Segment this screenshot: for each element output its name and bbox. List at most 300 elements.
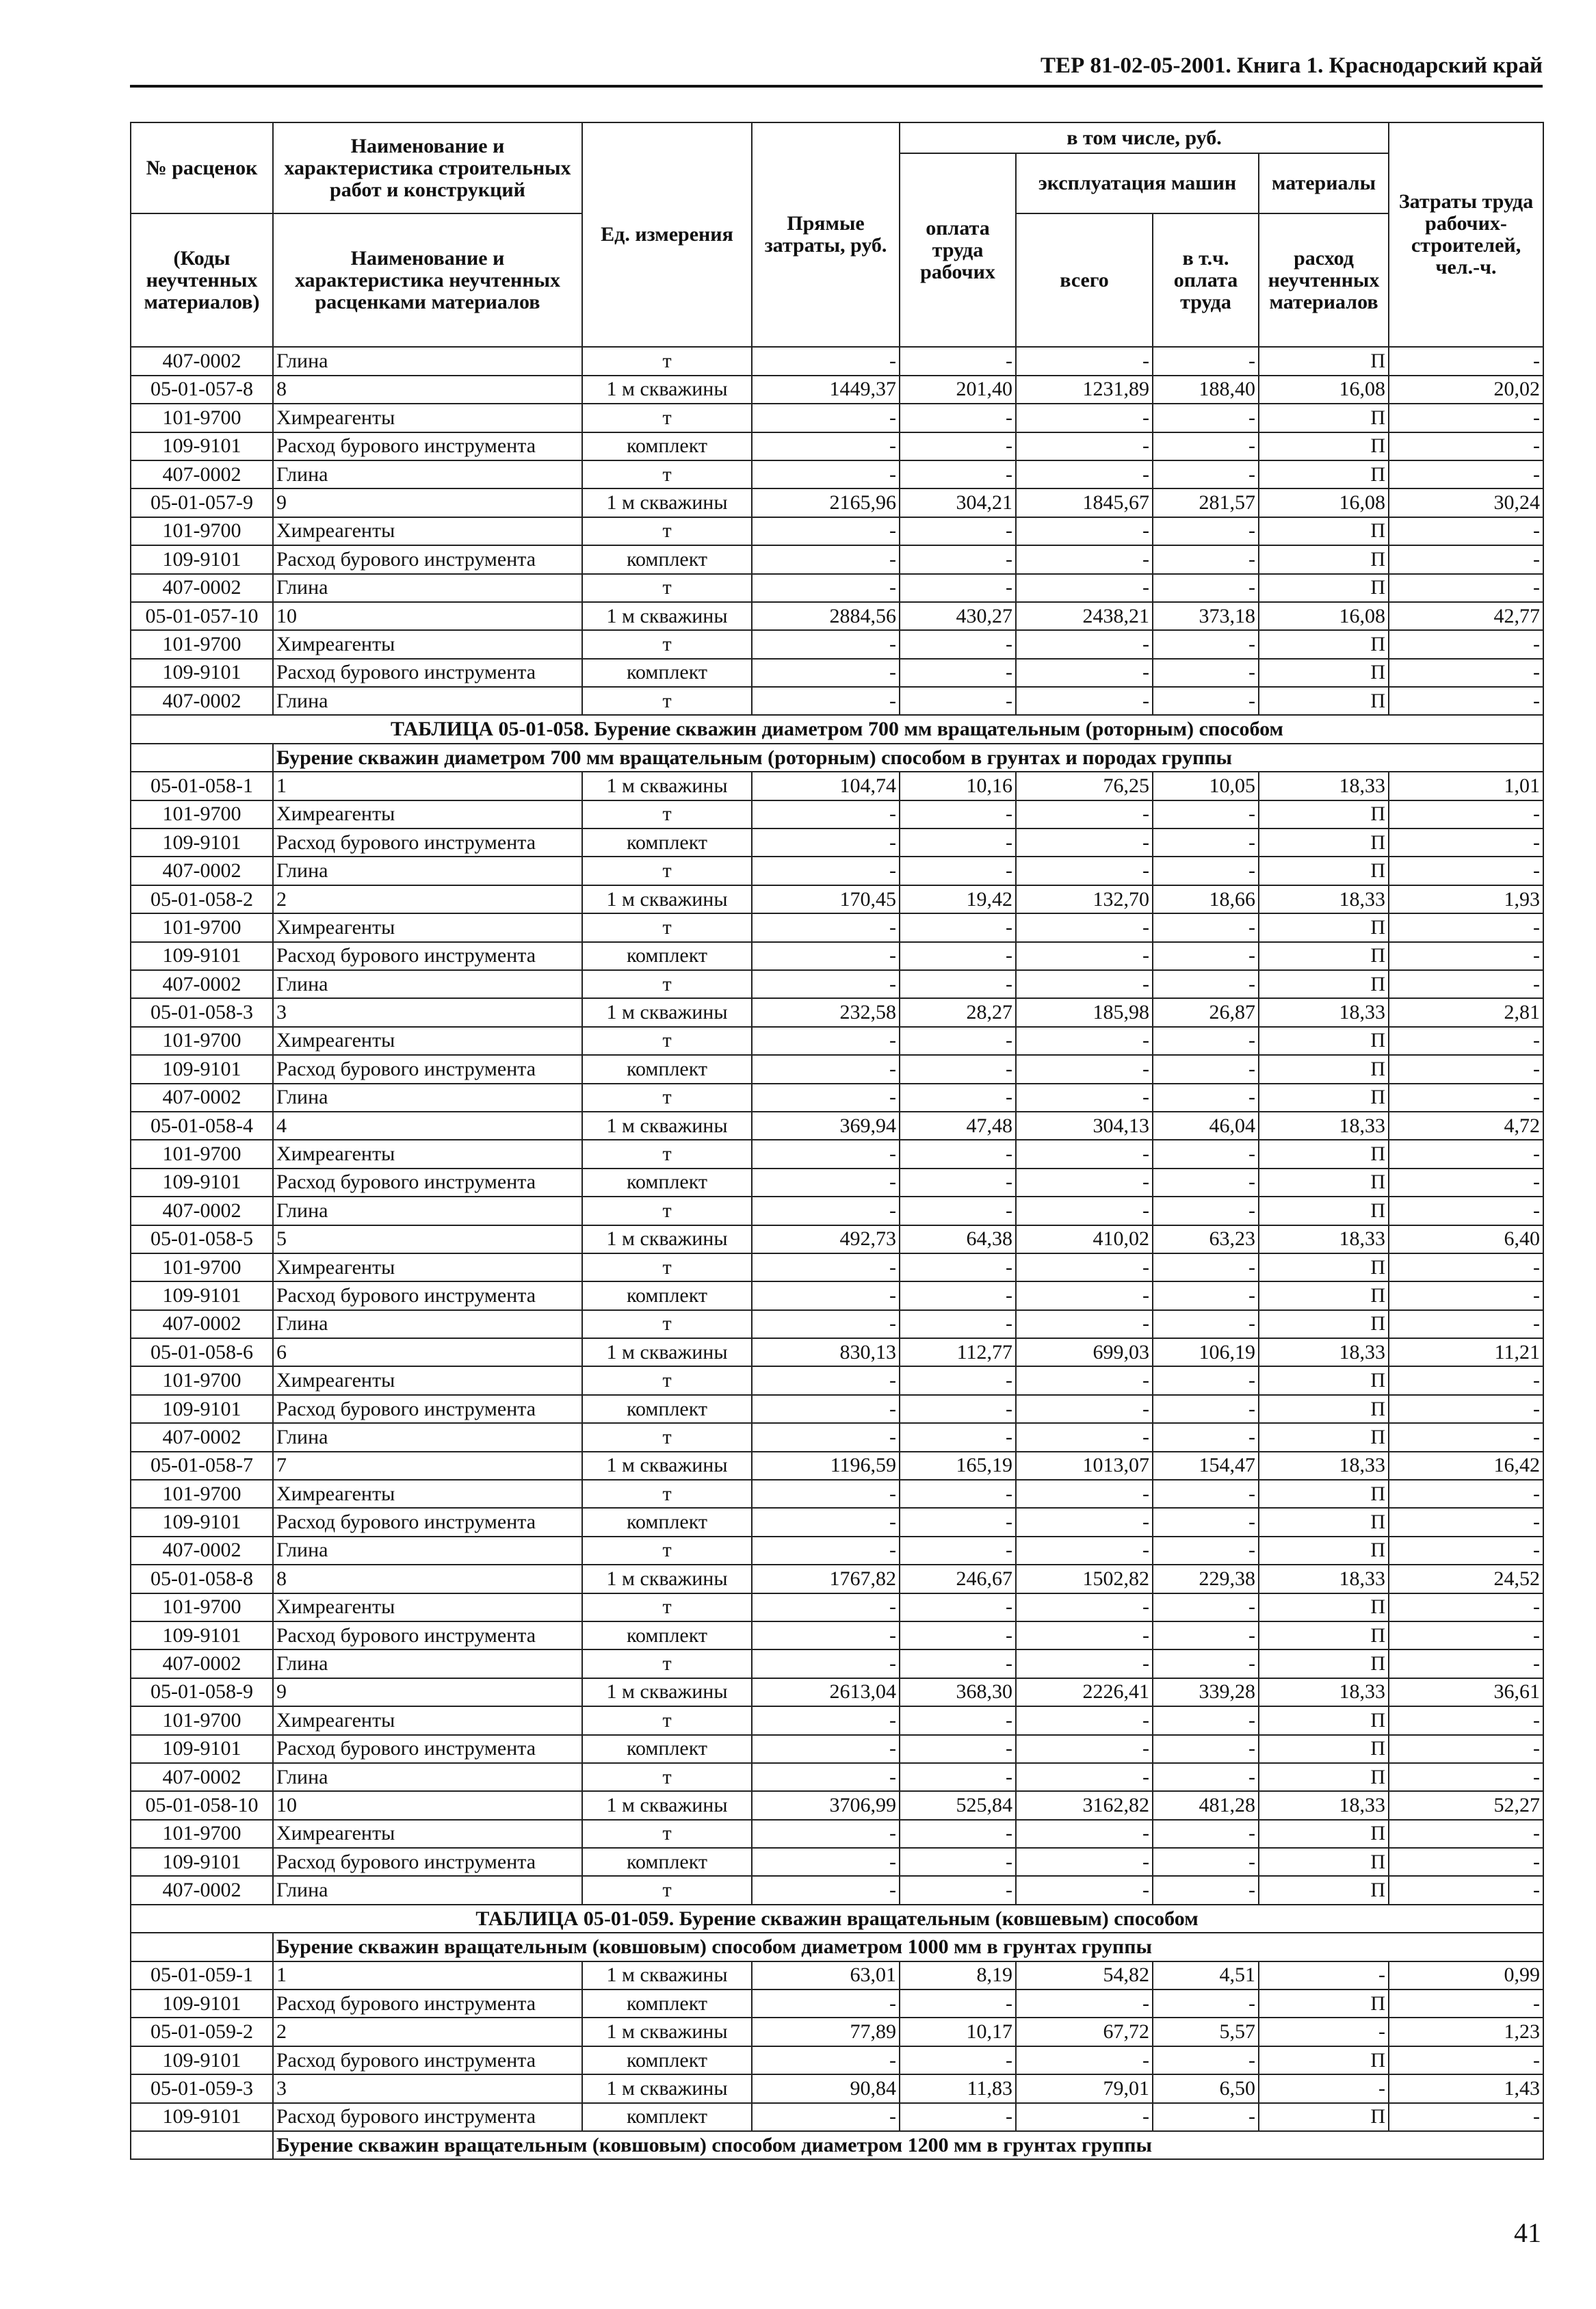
table-subtitle: Бурение скважин вращательным (ковшовым) способом диаметром 1200 мм в грунтах группы xyxy=(273,2131,1543,2159)
cell-code: 101-9700 xyxy=(131,404,273,432)
cell-name: 8 xyxy=(273,376,582,404)
cell-unit: 1 м скважины xyxy=(582,998,752,1026)
table-row xyxy=(131,1027,1543,1055)
cell-unit: т xyxy=(582,913,752,941)
cell-materials: 16,08 xyxy=(1259,376,1389,404)
table-row xyxy=(131,687,1543,715)
cell-name: Химреагенты xyxy=(273,1253,582,1281)
cell-code: 05-01-059-3 xyxy=(131,2074,273,2102)
table-subtitle-row xyxy=(131,1933,1543,1961)
cell-machines-total: 2226,41 xyxy=(1016,1678,1153,1706)
cell-machines-total: 1845,67 xyxy=(1016,488,1153,517)
cell-direct-cost: - xyxy=(752,1084,900,1112)
cell-unit: комплект xyxy=(582,1169,752,1197)
cell-name: Расход бурового инструмента xyxy=(273,829,582,857)
cell-labor-pay: - xyxy=(900,1027,1016,1055)
cell-labor-pay: 8,19 xyxy=(900,1961,1016,1990)
table-row xyxy=(131,1112,1543,1140)
cell-direct-cost: - xyxy=(752,800,900,829)
table-subtitle-blank xyxy=(131,744,273,772)
cell-unit: т xyxy=(582,517,752,545)
cell-direct-cost: - xyxy=(752,2103,900,2131)
cell-code: 109-9101 xyxy=(131,829,273,857)
cell-code: 05-01-059-1 xyxy=(131,1961,273,1990)
cell-machines-labor: - xyxy=(1153,1876,1259,1904)
cell-name: Расход бурового инструмента xyxy=(273,1281,582,1309)
cell-materials: 16,08 xyxy=(1259,488,1389,517)
cell-materials: П xyxy=(1259,1876,1389,1904)
cell-name: Глина xyxy=(273,460,582,488)
col-code-top: № расценок xyxy=(131,122,273,213)
cell-labor-hours: - xyxy=(1389,1763,1543,1791)
cell-unit: т xyxy=(582,1140,752,1168)
cell-name: Глина xyxy=(273,1763,582,1791)
cell-labor-pay: - xyxy=(900,630,1016,658)
cell-name: Химреагенты xyxy=(273,404,582,432)
cell-direct-cost: - xyxy=(752,1990,900,2018)
cell-labor-pay: - xyxy=(900,2046,1016,2074)
cell-labor-pay: - xyxy=(900,1735,1016,1763)
table-row xyxy=(131,1990,1543,2018)
cell-machines-labor: - xyxy=(1153,1310,1259,1338)
table-row xyxy=(131,488,1543,517)
cell-code: 05-01-058-8 xyxy=(131,1565,273,1593)
cell-unit: комплект xyxy=(582,1281,752,1309)
cell-name: 2 xyxy=(273,2018,582,2046)
cell-unit: 1 м скважины xyxy=(582,885,752,913)
table-row xyxy=(131,1480,1543,1508)
cell-name: Расход бурового инструмента xyxy=(273,1621,582,1649)
cell-materials: П xyxy=(1259,1253,1389,1281)
cell-name: Глина xyxy=(273,1197,582,1225)
cell-code: 101-9700 xyxy=(131,1480,273,1508)
cell-labor-hours: 36,61 xyxy=(1389,1678,1543,1706)
cell-labor-pay: - xyxy=(900,1876,1016,1904)
cell-labor-hours: - xyxy=(1389,630,1543,658)
cell-machines-labor: - xyxy=(1153,1508,1259,1536)
cell-labor-hours: - xyxy=(1389,942,1543,970)
cell-machines-total: - xyxy=(1016,574,1153,602)
cell-labor-hours: - xyxy=(1389,1848,1543,1876)
cell-materials: 18,33 xyxy=(1259,885,1389,913)
cell-machines-total: 410,02 xyxy=(1016,1225,1153,1253)
cell-unit: т xyxy=(582,1366,752,1394)
cell-machines-total: - xyxy=(1016,1055,1153,1083)
cell-name: Расход бурового инструмента xyxy=(273,2103,582,2131)
table-row xyxy=(131,1225,1543,1253)
cell-labor-hours: - xyxy=(1389,970,1543,998)
cell-unit: 1 м скважины xyxy=(582,2018,752,2046)
cell-machines-labor: - xyxy=(1153,1593,1259,1621)
cell-machines-total: - xyxy=(1016,1253,1153,1281)
cell-labor-pay: 10,17 xyxy=(900,2018,1016,2046)
cell-name: Расход бурового инструмента xyxy=(273,1848,582,1876)
cell-unit: 1 м скважины xyxy=(582,1452,752,1480)
cell-name: Глина xyxy=(273,1876,582,1904)
cell-labor-pay: - xyxy=(900,800,1016,829)
cell-unit: комплект xyxy=(582,1395,752,1423)
table-row xyxy=(131,1820,1543,1848)
cell-labor-pay: - xyxy=(900,1990,1016,2018)
table-row xyxy=(131,602,1543,630)
cell-unit: т xyxy=(582,1706,752,1734)
table-subtitle-row xyxy=(131,744,1543,772)
table-row xyxy=(131,1197,1543,1225)
cell-name: Расход бурового инструмента xyxy=(273,2046,582,2074)
cell-labor-pay: 165,19 xyxy=(900,1452,1016,1480)
cell-code: 407-0002 xyxy=(131,1876,273,1904)
cell-materials: П xyxy=(1259,1480,1389,1508)
cell-unit: т xyxy=(582,1310,752,1338)
cell-direct-cost: 232,58 xyxy=(752,998,900,1026)
cell-machines-labor: - xyxy=(1153,1281,1259,1309)
cell-labor-hours: - xyxy=(1389,1055,1543,1083)
cell-labor-hours: 52,27 xyxy=(1389,1791,1543,1819)
cell-machines-labor: - xyxy=(1153,687,1259,715)
cell-direct-cost: - xyxy=(752,1197,900,1225)
cell-labor-pay: - xyxy=(900,1537,1016,1565)
cell-code: 101-9700 xyxy=(131,1140,273,1168)
cell-name: Глина xyxy=(273,970,582,998)
cell-code: 05-01-058-3 xyxy=(131,998,273,1026)
cell-name: 1 xyxy=(273,772,582,800)
table-row xyxy=(131,2103,1543,2131)
cell-machines-total: - xyxy=(1016,1140,1153,1168)
cell-machines-total: - xyxy=(1016,1706,1153,1734)
cell-machines-total: 79,01 xyxy=(1016,2074,1153,2102)
cell-unit: 1 м скважины xyxy=(582,2074,752,2102)
table-row xyxy=(131,942,1543,970)
cell-labor-pay: 47,48 xyxy=(900,1112,1016,1140)
cell-unit: комплект xyxy=(582,1848,752,1876)
cell-labor-hours: 6,40 xyxy=(1389,1225,1543,1253)
cell-direct-cost: 63,01 xyxy=(752,1961,900,1990)
cell-labor-pay: - xyxy=(900,970,1016,998)
cell-labor-hours: - xyxy=(1389,800,1543,829)
cell-unit: т xyxy=(582,1253,752,1281)
table-row xyxy=(131,630,1543,658)
cell-machines-total: - xyxy=(1016,970,1153,998)
cell-labor-pay: 525,84 xyxy=(900,1791,1016,1819)
cell-unit: т xyxy=(582,404,752,432)
cell-machines-labor: 339,28 xyxy=(1153,1678,1259,1706)
cell-machines-total: - xyxy=(1016,1649,1153,1678)
cell-machines-labor: - xyxy=(1153,1735,1259,1763)
cell-labor-hours: - xyxy=(1389,574,1543,602)
table-row xyxy=(131,1140,1543,1168)
cell-labor-hours: - xyxy=(1389,1735,1543,1763)
cell-unit: т xyxy=(582,1649,752,1678)
cell-labor-hours: - xyxy=(1389,460,1543,488)
cell-direct-cost: - xyxy=(752,1055,900,1083)
cell-name: 7 xyxy=(273,1452,582,1480)
cell-labor-hours: 2,81 xyxy=(1389,998,1543,1026)
cell-name: Расход бурового инструмента xyxy=(273,659,582,687)
col-machines: эксплуатация машин xyxy=(1016,153,1259,213)
cell-labor-pay: - xyxy=(900,1366,1016,1394)
cell-direct-cost: 90,84 xyxy=(752,2074,900,2102)
cell-materials: П xyxy=(1259,1140,1389,1168)
cell-machines-labor: - xyxy=(1153,1169,1259,1197)
cell-materials: 18,33 xyxy=(1259,772,1389,800)
cell-code: 109-9101 xyxy=(131,1621,273,1649)
cell-direct-cost: - xyxy=(752,1253,900,1281)
cell-labor-hours: - xyxy=(1389,517,1543,545)
cell-labor-pay: - xyxy=(900,545,1016,573)
cell-labor-pay: - xyxy=(900,1140,1016,1168)
col-direct: Прямые затраты, руб. xyxy=(752,122,900,347)
cell-name: 10 xyxy=(273,1791,582,1819)
cell-code: 407-0002 xyxy=(131,1423,273,1451)
table-title: ТАБЛИЦА 05-01-059. Бурение скважин вращательным (ковшевым) способом xyxy=(131,1905,1543,1933)
cell-code: 05-01-058-9 xyxy=(131,1678,273,1706)
cell-code: 109-9101 xyxy=(131,545,273,573)
cell-code: 407-0002 xyxy=(131,460,273,488)
cell-labor-pay: - xyxy=(900,659,1016,687)
table-row xyxy=(131,1395,1543,1423)
cell-labor-hours: - xyxy=(1389,1876,1543,1904)
cell-labor-pay: 19,42 xyxy=(900,885,1016,913)
cell-materials: П xyxy=(1259,545,1389,573)
cell-materials: 18,33 xyxy=(1259,1565,1389,1593)
cell-machines-total: - xyxy=(1016,1876,1153,1904)
cell-labor-pay: 64,38 xyxy=(900,1225,1016,1253)
cell-code: 101-9700 xyxy=(131,630,273,658)
cell-direct-cost: - xyxy=(752,1848,900,1876)
cell-machines-labor: 106,19 xyxy=(1153,1338,1259,1366)
cell-name: Расход бурового инструмента xyxy=(273,1990,582,2018)
cell-code: 407-0002 xyxy=(131,1197,273,1225)
rates-table xyxy=(130,122,1544,2160)
cell-labor-hours: - xyxy=(1389,1084,1543,1112)
cell-machines-labor: - xyxy=(1153,913,1259,941)
cell-direct-cost: - xyxy=(752,857,900,885)
cell-labor-pay: - xyxy=(900,1508,1016,1536)
cell-code: 109-9101 xyxy=(131,1055,273,1083)
cell-materials: П xyxy=(1259,1055,1389,1083)
cell-labor-pay: - xyxy=(900,1197,1016,1225)
cell-machines-total: - xyxy=(1016,2046,1153,2074)
cell-unit: комплект xyxy=(582,1990,752,2018)
cell-machines-labor: - xyxy=(1153,800,1259,829)
cell-machines-labor: 154,47 xyxy=(1153,1452,1259,1480)
table-subtitle-blank xyxy=(131,2131,273,2159)
cell-materials: 18,33 xyxy=(1259,998,1389,1026)
cell-direct-cost: 2884,56 xyxy=(752,602,900,630)
cell-machines-total: 67,72 xyxy=(1016,2018,1153,2046)
cell-labor-hours: - xyxy=(1389,2046,1543,2074)
cell-name: 1 xyxy=(273,1961,582,1990)
cell-unit: комплект xyxy=(582,545,752,573)
cell-machines-total: - xyxy=(1016,1820,1153,1848)
cell-unit: комплект xyxy=(582,942,752,970)
cell-unit: т xyxy=(582,857,752,885)
cell-code: 05-01-059-2 xyxy=(131,2018,273,2046)
cell-machines-labor: - xyxy=(1153,1395,1259,1423)
cell-machines-total: - xyxy=(1016,1366,1153,1394)
cell-direct-cost: 2613,04 xyxy=(752,1678,900,1706)
table-row xyxy=(131,659,1543,687)
cell-machines-labor: - xyxy=(1153,1140,1259,1168)
col-incl: в том числе, руб. xyxy=(900,122,1389,153)
cell-code: 05-01-058-1 xyxy=(131,772,273,800)
cell-machines-total: 1231,89 xyxy=(1016,376,1153,404)
cell-materials: П xyxy=(1259,432,1389,460)
cell-labor-hours: - xyxy=(1389,1281,1543,1309)
cell-machines-total: - xyxy=(1016,913,1153,941)
cell-machines-total: - xyxy=(1016,1848,1153,1876)
cell-labor-hours: - xyxy=(1389,404,1543,432)
cell-direct-cost: 369,94 xyxy=(752,1112,900,1140)
cell-name: Химреагенты xyxy=(273,517,582,545)
cell-labor-pay: - xyxy=(900,574,1016,602)
cell-labor-pay: - xyxy=(900,1706,1016,1734)
table-row xyxy=(131,998,1543,1026)
cell-machines-total: - xyxy=(1016,687,1153,715)
cell-materials: П xyxy=(1259,404,1389,432)
col-machines-total: всего xyxy=(1016,213,1153,347)
cell-direct-cost: - xyxy=(752,687,900,715)
cell-unit: т xyxy=(582,1423,752,1451)
cell-code: 109-9101 xyxy=(131,1848,273,1876)
cell-direct-cost: - xyxy=(752,913,900,941)
cell-machines-labor: - xyxy=(1153,1706,1259,1734)
cell-direct-cost: - xyxy=(752,1310,900,1338)
table-row xyxy=(131,1649,1543,1678)
cell-machines-total: - xyxy=(1016,1197,1153,1225)
cell-direct-cost: - xyxy=(752,970,900,998)
cell-direct-cost: - xyxy=(752,1537,900,1565)
cell-unit: т xyxy=(582,1763,752,1791)
cell-machines-total: - xyxy=(1016,630,1153,658)
cell-labor-pay: 10,16 xyxy=(900,772,1016,800)
cell-name: Химреагенты xyxy=(273,1480,582,1508)
cell-direct-cost: 77,89 xyxy=(752,2018,900,2046)
cell-machines-labor: 46,04 xyxy=(1153,1112,1259,1140)
cell-name: Глина xyxy=(273,687,582,715)
cell-labor-hours: - xyxy=(1389,1253,1543,1281)
cell-direct-cost: - xyxy=(752,1508,900,1536)
cell-materials: - xyxy=(1259,2018,1389,2046)
cell-materials: П xyxy=(1259,574,1389,602)
cell-direct-cost: - xyxy=(752,1281,900,1309)
cell-labor-hours: - xyxy=(1389,1366,1543,1394)
cell-labor-pay: - xyxy=(900,1253,1016,1281)
cell-code: 101-9700 xyxy=(131,1366,273,1394)
cell-machines-labor: - xyxy=(1153,460,1259,488)
cell-code: 407-0002 xyxy=(131,1537,273,1565)
cell-machines-labor: - xyxy=(1153,1621,1259,1649)
cell-labor-pay: 112,77 xyxy=(900,1338,1016,1366)
cell-direct-cost: - xyxy=(752,1649,900,1678)
cell-materials: - xyxy=(1259,1961,1389,1990)
cell-labor-hours: - xyxy=(1389,659,1543,687)
cell-unit: т xyxy=(582,800,752,829)
cell-unit: т xyxy=(582,1084,752,1112)
cell-materials: П xyxy=(1259,1084,1389,1112)
page-header: ТЕР 81-02-05-2001. Книга 1. Краснодарский край xyxy=(1041,53,1543,78)
cell-labor-hours: 1,01 xyxy=(1389,772,1543,800)
cell-name: Расход бурового инструмента xyxy=(273,432,582,460)
cell-machines-labor: - xyxy=(1153,942,1259,970)
cell-direct-cost: - xyxy=(752,2046,900,2074)
cell-labor-pay: - xyxy=(900,1310,1016,1338)
cell-labor-hours: 1,93 xyxy=(1389,885,1543,913)
cell-materials: П xyxy=(1259,1735,1389,1763)
cell-machines-labor: - xyxy=(1153,517,1259,545)
cell-name: Химреагенты xyxy=(273,1027,582,1055)
cell-labor-pay: - xyxy=(900,460,1016,488)
cell-code: 407-0002 xyxy=(131,970,273,998)
cell-direct-cost: - xyxy=(752,1423,900,1451)
col-name-bottom: Наименование и характеристика неучтенных расценками материалов xyxy=(273,213,582,347)
cell-machines-total: - xyxy=(1016,1508,1153,1536)
col-materials-sub: расход неучтенных материалов xyxy=(1259,213,1389,347)
cell-name: Расход бурового инструмента xyxy=(273,1055,582,1083)
cell-name: Глина xyxy=(273,1084,582,1112)
cell-machines-total: - xyxy=(1016,404,1153,432)
cell-machines-labor: 63,23 xyxy=(1153,1225,1259,1253)
cell-machines-total: 699,03 xyxy=(1016,1338,1153,1366)
cell-labor-hours: - xyxy=(1389,1395,1543,1423)
cell-machines-labor: 10,05 xyxy=(1153,772,1259,800)
cell-materials: П xyxy=(1259,1763,1389,1791)
cell-unit: т xyxy=(582,1537,752,1565)
cell-labor-pay: - xyxy=(900,687,1016,715)
cell-machines-labor: - xyxy=(1153,1820,1259,1848)
cell-machines-labor: 4,51 xyxy=(1153,1961,1259,1990)
table-row xyxy=(131,1876,1543,1904)
cell-machines-labor: - xyxy=(1153,857,1259,885)
cell-labor-hours: 30,24 xyxy=(1389,488,1543,517)
cell-machines-total: - xyxy=(1016,829,1153,857)
cell-machines-total: - xyxy=(1016,2103,1153,2131)
table-row xyxy=(131,1281,1543,1309)
cell-direct-cost: - xyxy=(752,630,900,658)
cell-materials: П xyxy=(1259,1169,1389,1197)
cell-name: Расход бурового инструмента xyxy=(273,1395,582,1423)
cell-direct-cost: - xyxy=(752,1876,900,1904)
table-row xyxy=(131,913,1543,941)
cell-code: 407-0002 xyxy=(131,1763,273,1791)
cell-machines-total: - xyxy=(1016,1480,1153,1508)
cell-materials: П xyxy=(1259,1706,1389,1734)
cell-code: 407-0002 xyxy=(131,1084,273,1112)
col-materials: материалы xyxy=(1259,153,1389,213)
cell-labor-hours: - xyxy=(1389,347,1543,375)
cell-labor-pay: 368,30 xyxy=(900,1678,1016,1706)
cell-unit: 1 м скважины xyxy=(582,488,752,517)
cell-labor-pay: - xyxy=(900,1649,1016,1678)
cell-name: Химреагенты xyxy=(273,1593,582,1621)
cell-machines-labor: - xyxy=(1153,1084,1259,1112)
cell-unit: комплект xyxy=(582,1735,752,1763)
cell-unit: т xyxy=(582,1480,752,1508)
cell-code: 101-9700 xyxy=(131,1593,273,1621)
cell-machines-total: - xyxy=(1016,1735,1153,1763)
cell-materials: 18,33 xyxy=(1259,1791,1389,1819)
cell-materials: П xyxy=(1259,687,1389,715)
cell-direct-cost: - xyxy=(752,1735,900,1763)
cell-machines-labor: - xyxy=(1153,1763,1259,1791)
cell-labor-pay: 28,27 xyxy=(900,998,1016,1026)
cell-materials: П xyxy=(1259,1593,1389,1621)
cell-materials: П xyxy=(1259,1366,1389,1394)
cell-labor-hours: 42,77 xyxy=(1389,602,1543,630)
cell-machines-labor: - xyxy=(1153,659,1259,687)
cell-unit: комплект xyxy=(582,432,752,460)
cell-materials: П xyxy=(1259,347,1389,375)
